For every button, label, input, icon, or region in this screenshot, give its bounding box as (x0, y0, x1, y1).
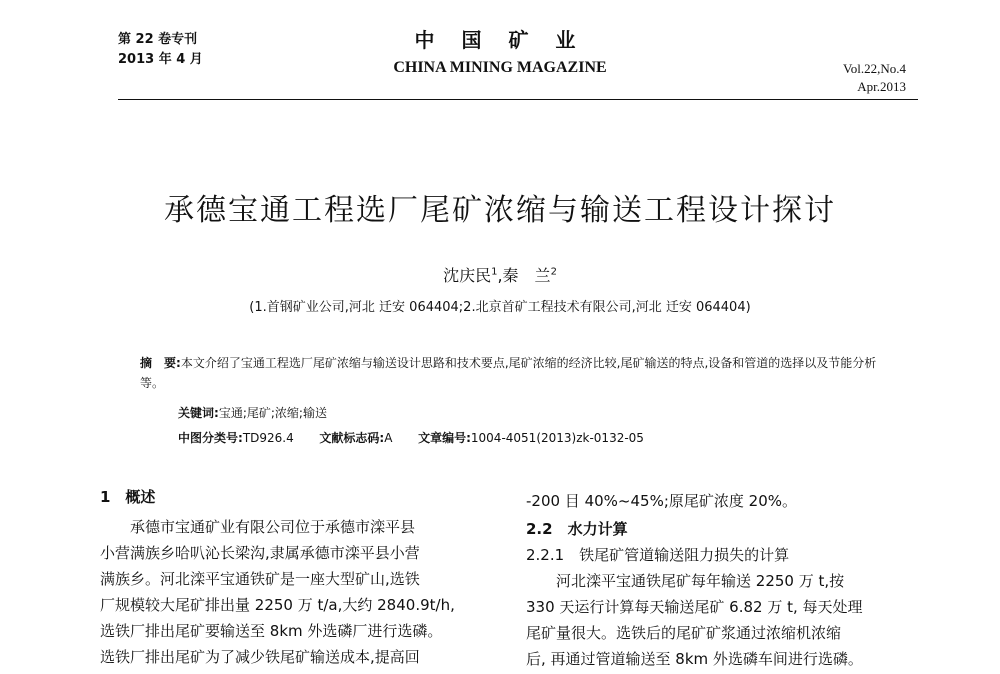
date-en: Apr.2013 (857, 79, 906, 94)
author-2-affil-mark: 2 (550, 266, 557, 278)
journal-volume-en (843, 60, 906, 96)
keywords (178, 404, 327, 421)
journal-name-zh: 中 国 矿 业 (414, 28, 586, 52)
volume-en: Vol.22,No.4 (843, 61, 906, 76)
author-separator: , (497, 266, 503, 285)
left-line: 承德市宝通矿业有限公司位于承德市滦平县 (100, 518, 416, 536)
doc-code-label: 文献标志码: (319, 431, 385, 445)
abstract-label: 摘 要: (140, 356, 181, 370)
left-line: 选铁厂排出尾矿要输送至 8km 外选磷厂进行选磷。 (100, 622, 443, 640)
left-column-text (100, 514, 455, 670)
left-line: 选铁厂排出尾矿为了减少铁尾矿输送成本,提高回 (100, 648, 420, 666)
left-line: 小营满族乡哈叭沁长梁沟,隶属承德市滦平县小营 (100, 544, 420, 562)
date-zh: 2013 年 4 月 (118, 52, 203, 67)
right-line: 尾矿量很大。选铁后的尾矿矿浆通过浓缩机浓缩 (526, 624, 842, 642)
journal-name-en: CHINA MINING MAGAZINE (393, 59, 607, 76)
author-1-affil-mark: 1 (491, 266, 498, 278)
right-line: 后, 再通过管道输送至 8km 外选磷车间进行选磷。 (526, 650, 863, 668)
article-title: 承德宝通工程选厂尾矿浓缩与输送工程设计探讨 (164, 193, 836, 228)
header-rule (118, 99, 918, 100)
author-2: 秦 兰 (502, 266, 551, 285)
right-column-text (526, 568, 863, 672)
left-line: 满族乡。河北滦平宝通铁矿是一座大型矿山,选铁 (100, 570, 420, 588)
section-2-2-1-heading: 2.2.1 铁尾矿管道输送阻力损失的计算 (526, 546, 790, 564)
section-1-heading: 1 概述 (100, 488, 156, 506)
keywords-label: 关键词: (178, 406, 219, 420)
abstract-text: 本文介绍了宝通工程选厂尾矿浓缩与输送设计思路和技术要点,尾矿浓缩的经济比较,尾矿输送的特点,设备和管道的选择以及节能分析等。 (140, 356, 877, 390)
volume-zh: 第 22 卷专刊 (118, 32, 198, 47)
author-1: 沈庆民 (443, 266, 492, 285)
right-line: 330 天运行计算每天输送尾矿 6.82 万 t, 每天处理 (526, 598, 863, 616)
abstract (140, 353, 900, 393)
author-line (0, 263, 1000, 286)
doc-code-value: A (384, 431, 393, 445)
classification-line (178, 429, 644, 446)
right-line: 河北滦平宝通铁尾矿每年输送 2250 万 t,按 (526, 572, 845, 590)
keywords-text: 宝通;尾矿;浓缩;输送 (218, 406, 327, 420)
left-line: 厂规模较大尾矿排出量 2250 万 t/a,大约 2840.9t/h, (100, 596, 455, 614)
section-2-2-heading: 2.2 水力计算 (526, 520, 628, 538)
right-column-first-line: -200 目 40%~45%;原尾矿浓度 20%。 (526, 492, 797, 510)
article-number-label: 文章编号: (418, 431, 471, 445)
clc-value: TD926.4 (242, 431, 294, 445)
clc-label: 中图分类号: (178, 431, 243, 445)
article-number-value: 1004-4051(2013)zk-0132-05 (470, 431, 644, 445)
affiliations: (1.首钢矿业公司,河北 迁安 064404;2.北京首矿工程技术有限公司,河北 迁安 064404) (249, 300, 751, 315)
